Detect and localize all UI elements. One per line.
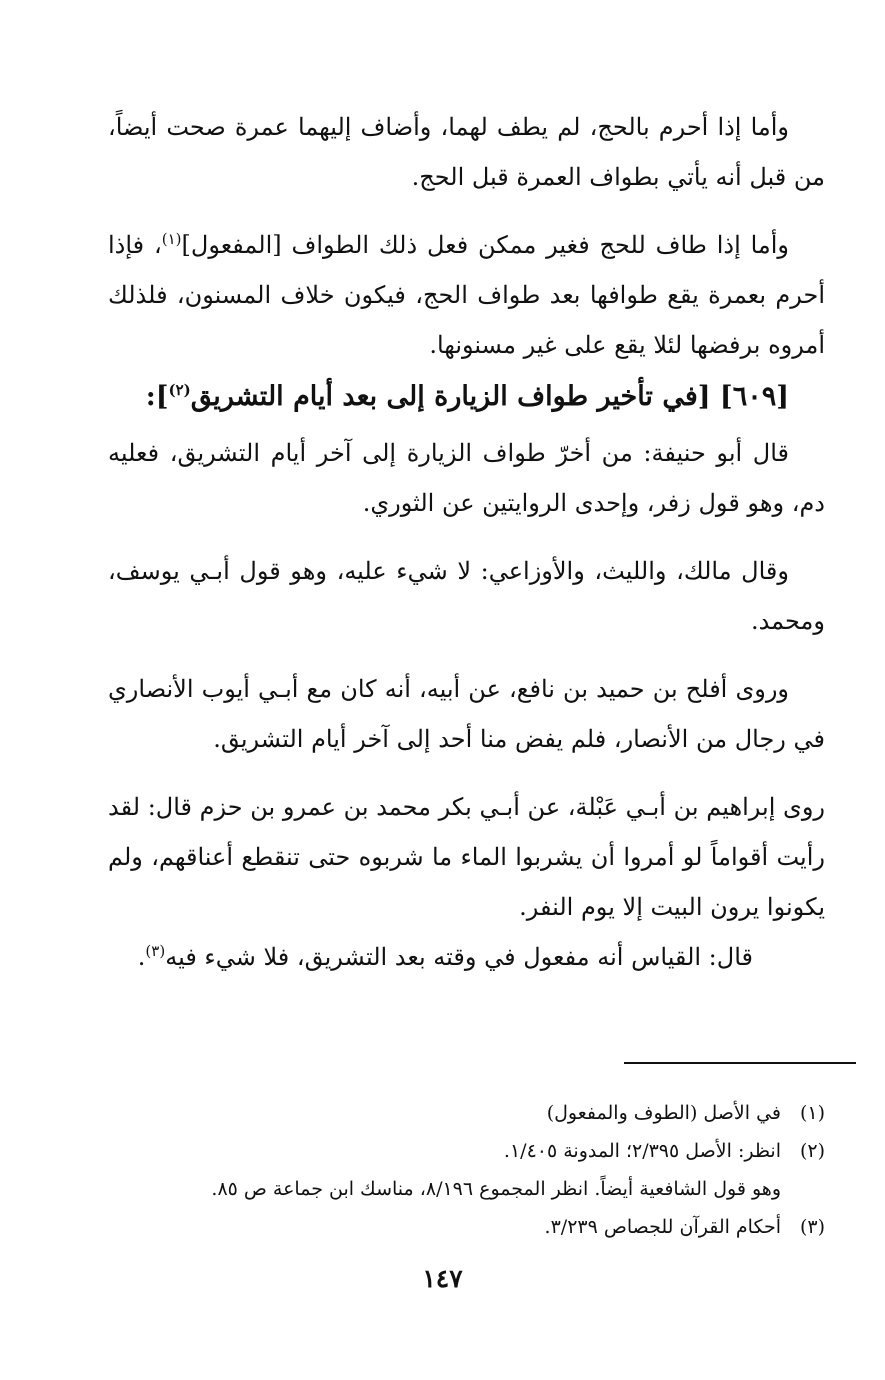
footnote-ref-2: (٢) bbox=[168, 381, 191, 399]
footnote-3-number: (٣) bbox=[799, 1216, 825, 1238]
footnote-2-number: (٢) bbox=[799, 1140, 825, 1162]
paragraph-3: قال أبو حنيفة: من أخرّ طواف الزيارة إلى آخر أيام التشريق، فعليه دم، وهو قول زفر، وإحدى الروايتين عن الثوري. bbox=[108, 439, 825, 517]
footnotes bbox=[108, 1094, 825, 1246]
footnote-1-text: في الأصل (الطوف والمفعول) bbox=[546, 1102, 781, 1124]
section-heading-close: ]: bbox=[145, 381, 169, 412]
footnote-2 bbox=[108, 1132, 825, 1170]
section-heading-text: [٦٠٩] [في تأخير طواف الزيارة إلى بعد أيام التشريق bbox=[190, 381, 789, 412]
paragraph-2 bbox=[108, 220, 825, 370]
footnote-3 bbox=[108, 1208, 825, 1246]
footnote-1-number: (١) bbox=[799, 1102, 825, 1124]
paragraph-6: روى إبراهيم بن أبـي عَبْلة، عن أبـي بكر محمد بن عمرو بن حزم قال: لقد رأيت أقواماً لو أمروا أن يشربوا الماء ما شربوه حتى تنقطع أعناقهم، ولم يكونوا يرون البيت إلا يوم النفر. bbox=[108, 793, 825, 921]
section-heading bbox=[108, 370, 825, 424]
paragraph-2-start: وأما إذا طاف للحج فغير ممكن فعل ذلك الطواف [المفعول] bbox=[181, 231, 790, 259]
footnote-2-text: انظر: الأصل ٢/٣٩٥؛ المدونة ١/٤٠٥. bbox=[503, 1140, 781, 1162]
paragraph-7 bbox=[108, 932, 825, 982]
page-number: ١٤٧ bbox=[422, 1264, 463, 1293]
footnote-ref-1: (١) bbox=[161, 230, 182, 248]
paragraph-7-end: . bbox=[137, 943, 146, 971]
footnote-separator bbox=[624, 1062, 856, 1064]
paragraph-1: وأما إذا أحرم بالحج، لم يطف لهما، وأضاف إليهما عمرة صحت أيضاً، من قبل أنه يأتي بطواف العمرة قبل الحج. bbox=[108, 113, 825, 191]
footnote-3-text: أحكام القرآن للجصاص ٣/٢٣٩. bbox=[544, 1216, 781, 1238]
paragraph-7-text: قال: القياس أنه مفعول في وقته بعد التشريق، فلا شيء فيه bbox=[165, 943, 753, 971]
paragraph-5: وروى أفلح بن حميد بن نافع، عن أبيه، أنه كان مع أبـي أيوب الأنصاري في رجال من الأنصار، فلم يفض منا أحد إلى آخر أيام التشريق. bbox=[108, 675, 825, 753]
footnote-1 bbox=[108, 1094, 825, 1132]
paragraph-4: وقال مالك، والليث، والأوزاعي: لا شيء عليه، وهو قول أبـي يوسف، ومحمد. bbox=[108, 557, 825, 635]
footnote-ref-3: (٣) bbox=[145, 942, 166, 960]
main-text bbox=[108, 102, 825, 982]
paragraph-2-end: ، فإذا أحرم بعمرة يقع طوافها بعد طواف الحج، فيكون خلاف المسنون، فلذلك أمروه برفضها لئلا يقع على غير مسنونها. bbox=[108, 231, 825, 359]
footnote-2-continuation: وهو قول الشافعية أيضاً. انظر المجموع ٨/١٩٦، مناسك ابن جماعة ص ٨٥. bbox=[211, 1178, 781, 1200]
